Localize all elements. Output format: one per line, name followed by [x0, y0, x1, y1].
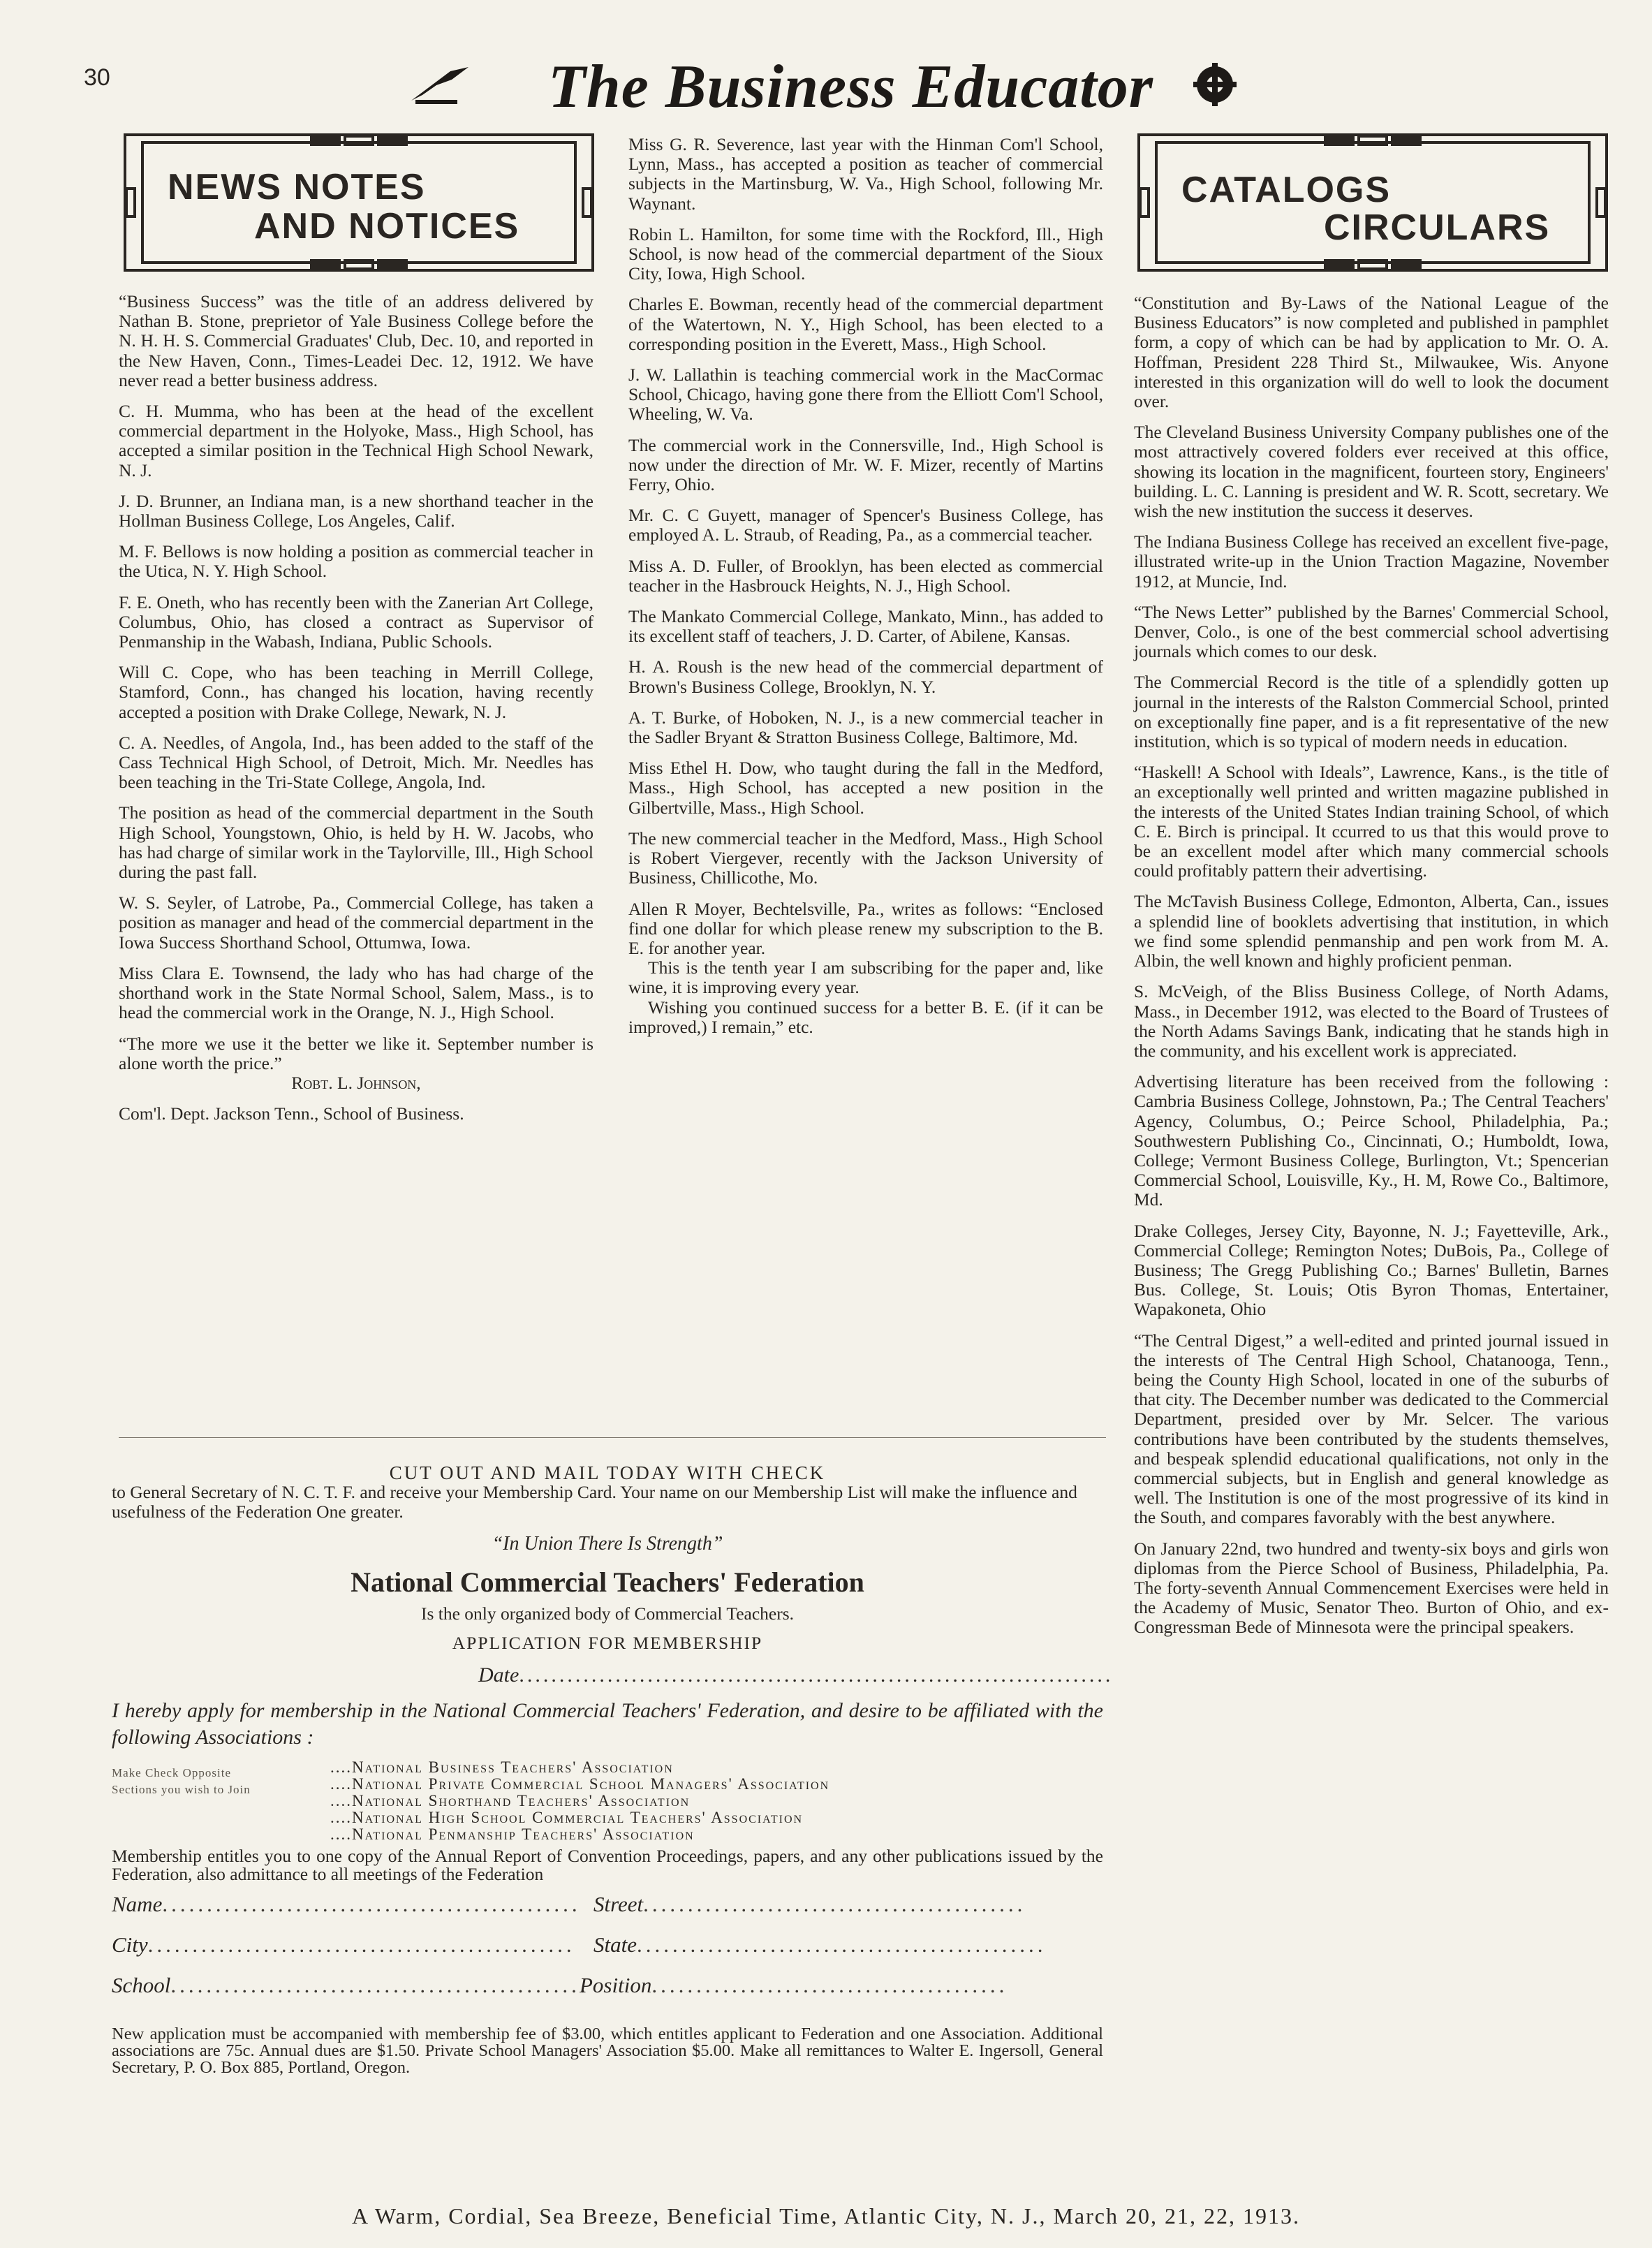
catalog-item: The Cleveland Business University Company publishes one of the most attractively covered folders ever received at this office, showing its location in the magnificent, fourteen story, Engineers' building. L. C. Lanning is president and W. R. Scott, secretary. We wish the new institution the success it deserves. [1134, 422, 1609, 522]
news-item: The new commercial teacher in the Medford, Mass., High School is Robert Viergever, recently with the Jackson University of Business, Chillicothe, Mo. [628, 828, 1103, 888]
catalog-item: “Constitution and By-Laws of the National League of the Business Educators” is now completed and published in pamphlet form, a copy of which can be had by application to Mr. O. A. Hoffman, President 228 Third St., Milwaukee, Wis. Anyone interested in this organization will do well to look the document over. [1134, 293, 1609, 412]
association-option[interactable]: ....National Private Commercial School Managers' Association [330, 1775, 830, 1793]
association-list [330, 1759, 829, 1843]
news-column-left [119, 292, 593, 1124]
news-item: A. T. Burke, of Hoboken, N. J., is a new commercial teacher in the Sadler Bryant & Stratton Business College, Baltimore, Md. [628, 707, 1103, 748]
news-item: H. A. Roush is the new head of the commercial department of Brown's Business College, Brooklyn, N. Y. [628, 656, 1103, 697]
catalog-item: Advertising literature has been received from the following : Cambria Business College, Johnstown, Pa.; The Central Teachers' Agency, Columbus, O.; Peirce School, Philadelphia, Pa.; Southwestern Publishing Co., Cincinnati, O.; Humboldt, Iowa, College; Vermont Business College, Burlington, Vt.; Spencerian Commercial School, Louisville, Ky., H. M, Rowe Co., Baltimore, Md. [1134, 1071, 1609, 1210]
catalogs-circulars-heading [1137, 133, 1609, 272]
masthead [388, 36, 1239, 120]
date-field[interactable]: Date.......................................................................... [478, 1663, 1114, 1687]
news-item: The commercial work in the Connersville, Ind., High School is now under the direction of Mr. W. F. Mizer, recently of Martins Ferry, Ohio. [628, 434, 1103, 495]
moyer-letter-body: This is the tenth year I am subscribing for the paper and, like wine, it is improving every year. [628, 957, 1103, 998]
school-field[interactable]: School............................................... [112, 1973, 589, 1997]
federation-description: Is the only organized body of Commercial Teachers. [420, 1603, 795, 1624]
testimonial-quote: “The more we use it the better we like it. September number is alone worth the price.” [119, 1033, 593, 1073]
news-item: Charles E. Bowman, recently head of the commercial department of the Watertown, N. Y., High School, has been elected to a corresponding position in the Everett, Mass., High School. [628, 294, 1103, 354]
news-item: Will C. Cope, who has been teaching in Merrill College, Stamford, Conn., has changed his location, having recently accepted a position with Drake College, Newark, N. J. [119, 662, 593, 722]
mailing-instructions: to General Secretary of N. C. T. F. and receive your Membership Card. Your name on our Membership List will make the influence and usefulness of the Federation One greater. [112, 1482, 1077, 1522]
catalogs-heading-line2: CIRCULARS [1324, 207, 1551, 248]
name-field[interactable]: Name............................................... [112, 1892, 581, 1916]
news-item: Miss Clara E. Townsend, the lady who has had charge of the shorthand work in the State Normal School, Salem, Mass., is to head the commercial work in the Orange, N. J., High School. [119, 962, 593, 1023]
federation-name: National Commercial Teachers' Federation [351, 1566, 864, 1598]
news-heading-line2: AND NOTICES [254, 206, 520, 247]
convention-footer: A Warm, Cordial, Sea Breeze, Beneficial Time, Atlantic City, N. J., March 20, 21, 22, 1913. [352, 2203, 1300, 2228]
catalog-item: “Haskell! A School with Ideals”, Lawrence, Kans., is the title of an exceptionally well printed and written magazine published in the interests of the United States Indian training School, of which C. E. Birch is principal. It ccurred to us that this would prove to be an excellent model after which many commercial schools could profitably pattern their advertising. [1134, 762, 1609, 881]
news-item: C. A. Needles, of Angola, Ind., has been added to the staff of the Cass Technical High School, of Detroit, Mich. Mr. Needles has been teaching in the Tri-State College, Angola, Ind. [119, 732, 593, 793]
signature-title: Com'l. Dept. Jackson Tenn., School of Business. [119, 1103, 464, 1124]
news-item: J. W. Lallathin is teaching commercial work in the MacCormac School, Chicago, having gone there from the Elliott Com'l School, Wheeling, W. Va. [628, 365, 1103, 425]
news-item: Miss Ethel H. Dow, who taught during the fall in the Medford, Mass., High School, has accepted a new position in the Gilbertville, Mass., High School. [628, 758, 1103, 818]
quill-icon [408, 64, 471, 106]
news-item: J. D. Brunner, an Indiana man, is a new shorthand teacher in the Hollman Business College, Los Angeles, Calif. [119, 490, 593, 531]
position-field[interactable]: Position........................................ [580, 1973, 1008, 1997]
state-field[interactable]: State.............................................. [593, 1932, 1047, 1957]
association-option[interactable]: ....National Shorthand Teachers' Association [330, 1792, 691, 1809]
catalog-item: The Indiana Business College has received an excellent five-page, illustrated write-up in the Union Traction Magazine, November 1912, at Muncie, Ind. [1134, 531, 1609, 592]
membership-benefits: Membership entitles you to one copy of the Annual Report of Convention Proceedings, papers, and any other publications issued by the Federation, also admittance to all meetings of the Federation [112, 1846, 1103, 1884]
federation-motto: “In Union There Is Strength” [492, 1533, 723, 1555]
catalog-item: S. McVeigh, of the Bliss Business College, of North Adams, Mass., in December 1912, was elected to the Board of Trustees of the North Adams Savings Bank, indicating that he stands high in the community, and his excellent work is appreciated. [1134, 981, 1609, 1061]
news-item: “Business Success” was the title of an address delivered by Nathan B. Stone, preprietor of Yale Business College before the N. H. H. S. Commercial Graduates' Club, Dec. 10, and reported in the New Haven, Conn., Times-Leadei Dec. 12, 1912. We have never read a better business address. [119, 291, 593, 390]
membership-application-form [112, 1462, 1114, 2077]
applicant-fields [112, 1892, 1103, 2016]
catalog-item: “The News Letter” published by the Barnes' Commercial School, Denver, Colo., is one of the best commercial school advertising journals which comes to our desk. [1134, 601, 1609, 662]
news-item: Robin L. Hamilton, for some time with the Rockford, Ill., High School, is now head of the commercial department of the Sioux City, Iowa, High School. [628, 223, 1103, 284]
catalogs-column [1134, 293, 1609, 1649]
news-heading-line1: NEWS NOTES [168, 167, 426, 207]
application-statement: I hereby apply for membership in the National Commercial Teachers' Federation, and desire to be affiliated with the following Associations : [112, 1699, 1103, 1749]
publication-title: The Business Educator [548, 53, 1153, 121]
page-number: 30 [84, 64, 110, 91]
cutout-instruction: CUT OUT AND MAIL TODAY WITH CHECK [389, 1462, 826, 1483]
section-divider [119, 1437, 1106, 1438]
association-selection [112, 1759, 1103, 1843]
signature-name: Robt. L. Johnson, [291, 1072, 421, 1093]
street-field[interactable]: Street........................................... [593, 1892, 1026, 1916]
check-instruction: Make Check Opposite Sections you wish to Join [112, 1766, 251, 1796]
news-item: F. E. Oneth, who has recently been with the Zanerian Art College, Columbus, Ohio, has closed a contract as Supervisor of Penmanship in the Wabash, Indiana, Public Schools. [119, 592, 593, 652]
catalogs-heading-line1: CATALOGS [1181, 170, 1392, 210]
news-column-middle [628, 135, 1103, 1037]
news-item: C. H. Mumma, who has been at the head of the excellent commercial department in the Holyoke, Mass., High School, has accepted a similar position in the Technical High School Newark, N. J. [119, 401, 593, 480]
news-item: W. S. Seyler, of Latrobe, Pa., Commercial College, has taken a position as manager and head of the commercial department in the Iowa Success Shorthand School, Ottumwa, Iowa. [119, 892, 593, 953]
news-item: The Mankato Commercial College, Mankato, Minn., has added to its excellent staff of teachers, J. D. Carter, of Abilene, Kansas. [628, 606, 1103, 647]
city-field[interactable]: City................................................ [112, 1932, 575, 1957]
catalog-item: The McTavish Business College, Edmonton, Alberta, Can., issues a splendid line of booklets advertising that institution, in which we find some splendid penmanship and pen work from M. A. Albin, the well known and highly proficient penman. [1134, 891, 1609, 971]
catalog-item: “The Central Digest,” a well-edited and printed journal issued in the interests of The Central High School, Chatanooga, Tenn., being the County High School, located in one of the suburbs of that city. The December number was dedicated to the Commercial Department, presided over by Mr. Selcer. The various contributions have been contributed by the students themselves, and bespeak splendid educational qualifications, not only in the commercial subjects, but in English and general knowledge as well. The Institution is one of the most progressive of its kind in the South, and compares favorably with the best anywhere. [1134, 1330, 1609, 1528]
association-option[interactable]: ....National Penmanship Teachers' Association [330, 1825, 695, 1843]
ornament-icon [1190, 60, 1239, 109]
catalog-item: The Commercial Record is the title of a splendidly gotten up journal in the interests of the Ralston Commercial School, printed on exceptionally fine paper, and is a fit representative of the new institution, which is so typical of modern needs in education. [1134, 672, 1609, 752]
fee-instructions: New application must be accompanied with membership fee of $3.00, which entitles applicant to Federation and one Association. Additional associations are 75c. Annual dues are $1.50. Private School Managers' Association $5.00. Make all remittances to Walter E. Ingersoll, General Secretary, P. O. Box 885, Portland, Oregon. [112, 2025, 1103, 2077]
news-item: The position as head of the commercial department in the South High School, Youngstown, Ohio, is held by H. W. Jacobs, who has had charge of similar work in the Taylorville, Ill., High School during the past fall. [119, 802, 593, 883]
news-item: Mr. C. C Guyett, manager of Spencer's Business College, has employed A. L. Straub, of Reading, Pa., as a commercial teacher. [628, 505, 1103, 545]
news-item: Miss G. R. Severence, last year with the Hinman Com'l School, Lynn, Mass., has accepted a position as teacher of commercial subjects in the Martinsburg, W. Va., High School, following Mr. Waynant. [628, 134, 1103, 214]
catalog-item: Drake Colleges, Jersey City, Bayonne, N. J.; Fayetteville, Ark., Commercial College; Remington Notes; DuBois, Pa., College of Business; The Gregg Publishing Co.; Barnes' Bulletin, Barnes Bus. College, St. Louis; Otis Byron Thomas, Entertainer, Wapakoneta, Ohio [1134, 1220, 1609, 1320]
association-option[interactable]: ....National Business Teachers' Association [330, 1758, 674, 1776]
news-notes-heading [123, 133, 595, 272]
application-title: APPLICATION FOR MEMBERSHIP [452, 1633, 763, 1653]
catalog-item: On January 22nd, two hundred and twenty-six boys and girls won diplomas from the Pierce School of Business, Philadelphia, Pa. The forty-seventh Annual Commencement Exercises were held in the Academy of Music, Senator Theo. Burton of Ohio, and ex-Congressman Bede of Minnesota were the principal speakers. [1134, 1538, 1609, 1638]
date-label: Date [478, 1663, 519, 1687]
association-option[interactable]: ....National High School Commercial Teachers' Association [330, 1809, 804, 1826]
moyer-letter-closing: Wishing you continued success for a better B. E. (if it can be improved,) I remain,” etc. [628, 997, 1103, 1037]
moyer-letter-intro: Allen R Moyer, Bechtelsville, Pa., writes as follows: “Enclosed find one dollar for which please renew my subscription to the B. E. for another year. [628, 898, 1103, 958]
news-item: Miss A. D. Fuller, of Brooklyn, has been elected as commercial teacher in the Hasbrouck Heights, N. J., High School. [628, 555, 1103, 596]
news-item: M. F. Bellows is now holding a position as commercial teacher in the Utica, N. Y. High School. [119, 541, 593, 582]
